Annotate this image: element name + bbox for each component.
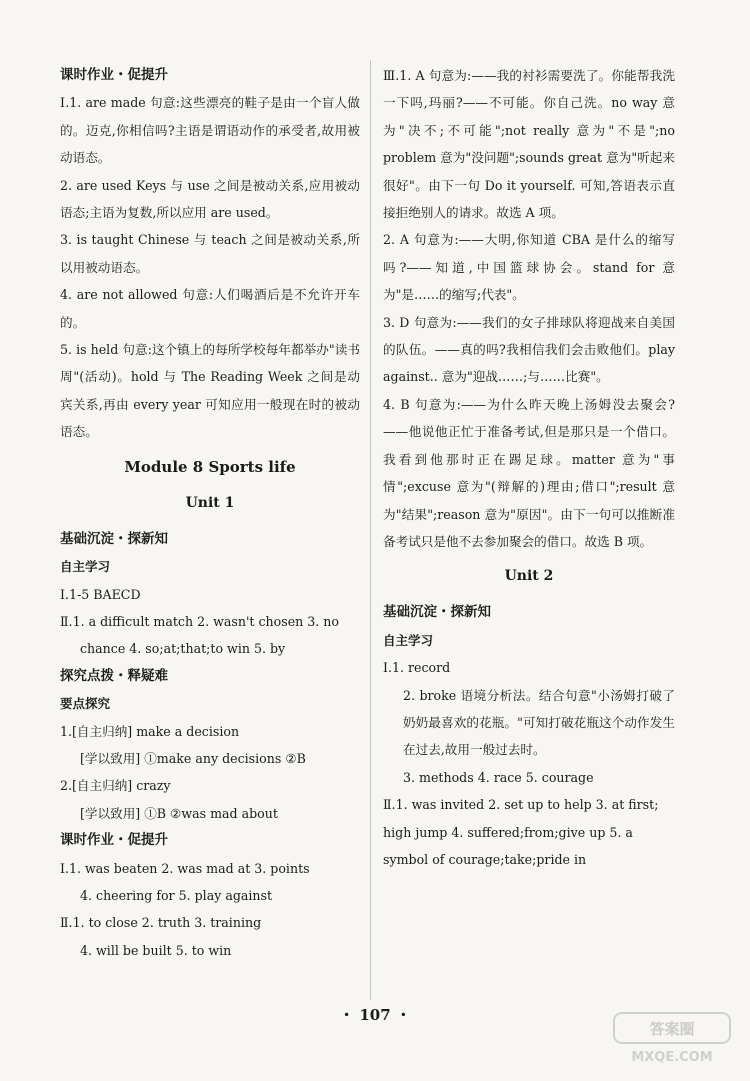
answer-line: Ⅰ.1. was beaten 2. was mad at 3. points bbox=[60, 860, 310, 876]
section-title-explore: 探究点拨・释疑难 bbox=[60, 667, 168, 684]
section-title-basics: 基础沉淀・探新知 bbox=[60, 530, 168, 547]
section-title-homework-1: 课时作业・促提升 bbox=[60, 67, 168, 83]
answer-item-r2: 2. A 句意为:——大明,你知道 CBA 是什么的缩写吗?——知道,中国篮球协会。stand for 意为"是……的缩写;代表"。 bbox=[383, 232, 675, 303]
answer-line: chance 4. so;at;that;to win 5. by bbox=[80, 641, 286, 657]
answer-line: Ⅱ.1. to close 2. truth 3. training bbox=[60, 915, 262, 931]
answer-line: 4. will be built 5. to win bbox=[80, 942, 232, 958]
answer-line: Ⅰ.1. record bbox=[383, 660, 451, 676]
answer-line: 1.[自主归纳] make a decision bbox=[60, 723, 240, 739]
answer-line: 3. methods 4. race 5. courage bbox=[403, 769, 594, 785]
answer-line: [学以致用] ①make any decisions ②B bbox=[80, 750, 306, 766]
answer-line: symbol of courage;take;pride in bbox=[383, 851, 587, 867]
answer-item-r4: 4. B 句意为:——为什么昨天晚上汤姆没去聚会?——他说他正忙于准备考试,但是那只是一个借口。我看到他那时正在踢足球。matter 意为"事情";excuse 意为"(辩解的)理由;借口";result 意为"结果";reason 意为"原因"。由下一句可以推断准备考试只是他不去参加聚会的借口。故选 B 项。 bbox=[383, 396, 675, 549]
answer-item-3: 3. is taught Chinese 与 teach 之间是被动关系,所以用被动语态。 bbox=[60, 232, 360, 275]
answer-line: 2. broke 语境分析法。结合句意"小汤姆打破了奶奶最喜欢的花瓶。"可知打破花瓶这个动作发生在过去,故用一般过去时。 bbox=[403, 687, 675, 758]
left-column bbox=[60, 62, 360, 964]
answer-line: Ⅱ.1. was invited 2. set up to help 3. at first; bbox=[383, 797, 659, 813]
module-title: Module 8 Sports life bbox=[124, 457, 296, 476]
answer-line: Ⅱ.1. a difficult match 2. wasn't chosen 3. no bbox=[60, 613, 339, 629]
unit-1-title: Unit 1 bbox=[185, 494, 235, 511]
subsection-key-points: 要点探究 bbox=[60, 696, 111, 712]
watermark-url: MXQE.COM bbox=[631, 1050, 713, 1065]
answer-item-r3: 3. D 句意为:——我们的女子排球队将迎战来自美国的队伍。——真的吗?我相信我们会击败他们。play against.. 意为"迎战……;与……比赛"。 bbox=[383, 314, 675, 385]
subsection-self-study: 自主学习 bbox=[60, 559, 111, 575]
answer-line: high jump 4. suffered;from;give up 5. a bbox=[383, 824, 633, 840]
answer-item-5: 5. is held 句意:这个镇上的每所学校每年都举办"读书周"(活动)。hold 与 The Reading Week 之间是动宾关系,再由 every year 可知应用一般现在时的被动语态。 bbox=[60, 342, 360, 440]
column-divider bbox=[370, 60, 371, 1000]
watermark-text: 答案圈 bbox=[649, 1020, 695, 1038]
subsection-self-study-2: 自主学习 bbox=[383, 632, 434, 648]
answer-line: 2.[自主归纳] crazy bbox=[60, 778, 171, 794]
unit-2-title: Unit 2 bbox=[504, 568, 554, 585]
answer-item-r1: Ⅲ.1. A 句意为:——我的衬衫需要洗了。你能帮我洗一下吗,玛丽?——不可能。你自己洗。no way 意为"决不;不可能";not really 意为"不是";no problem 意为"没问题";sounds great 意为"听起来很好"。由下一句 Do it yourself. 可知,答语表示直接拒绝别人的请求。故选 A 项。 bbox=[383, 68, 675, 221]
page-number: ・ 107 ・ bbox=[339, 1006, 411, 1024]
answer-line: Ⅰ.1-5 BAECD bbox=[60, 586, 141, 602]
answer-line: [学以致用] ①B ②was mad about bbox=[80, 805, 278, 821]
answer-item-4: 4. are not allowed 句意:人们喝酒后是不允许开车的。 bbox=[60, 287, 360, 330]
answer-item-2: 2. are used Keys 与 use 之间是被动关系,应用被动语态;主语为复数,所以应用 are used。 bbox=[60, 177, 360, 221]
answer-item-1: Ⅰ.1. are made 句意:这些漂亮的鞋子是由一个盲人做的。迈克,你相信吗?主语是谓语动作的承受者,故用被动语态。 bbox=[60, 95, 360, 166]
section-title-basics-2: 基础沉淀・探新知 bbox=[383, 604, 491, 621]
section-title-homework-2: 课时作业・促提升 bbox=[60, 832, 168, 849]
right-column bbox=[383, 62, 675, 873]
watermark-logo bbox=[612, 1009, 732, 1067]
answer-line: 4. cheering for 5. play against bbox=[80, 887, 273, 903]
